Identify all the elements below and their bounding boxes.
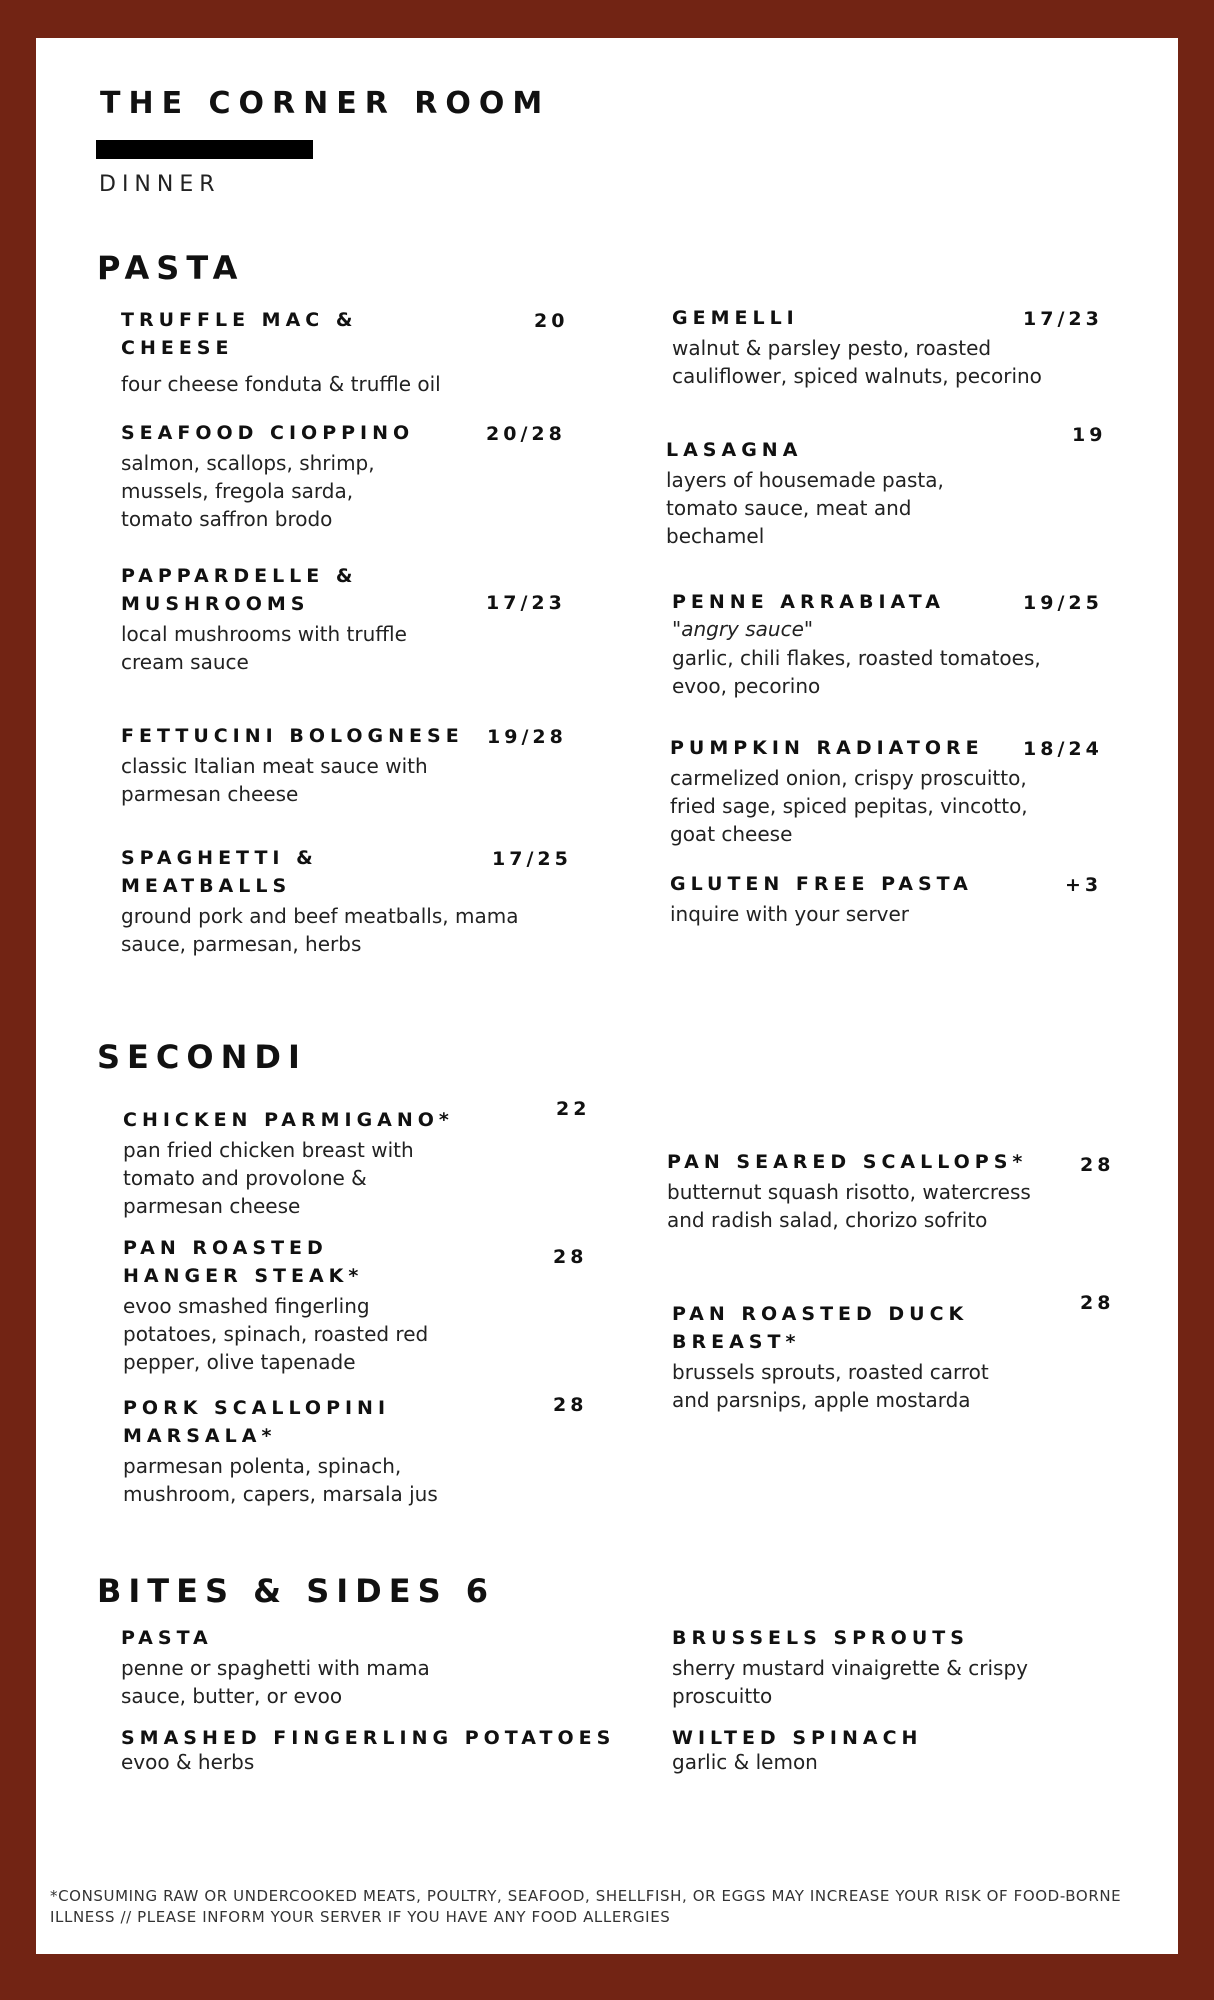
menu-type: DINNER	[99, 172, 221, 197]
item-price: 17/23	[486, 592, 566, 614]
item-description: butternut squash risotto, watercress and radish salad, chorizo sofrito	[667, 1180, 1031, 1232]
menu-item	[121, 1624, 481, 1710]
item-name: PENNE ARRABIATA	[672, 591, 945, 613]
item-price: 18/24	[1023, 738, 1103, 760]
item-description: pan fried chicken breast with tomato and provolone & parmesan cheese	[123, 1138, 414, 1218]
restaurant-name: THE CORNER ROOM	[100, 86, 551, 121]
item-description: four cheese fonduta & truffle oil	[121, 372, 441, 396]
item-price: 28	[553, 1394, 588, 1416]
title-rule	[96, 140, 313, 159]
item-name: BRUSSELS SPROUTS	[672, 1627, 969, 1649]
item-description: local mushrooms with truffle cream sauce	[121, 622, 407, 674]
item-name: SPAGHETTI & MEATBALLS	[121, 847, 318, 897]
section-heading-secondi: SECONDI	[97, 1038, 307, 1076]
item-description: garlic & lemon	[672, 1750, 818, 1774]
menu-item	[672, 1724, 1032, 1776]
menu-item	[672, 1300, 1002, 1414]
item-name: GLUTEN FREE PASTA	[670, 873, 973, 895]
item-name: PORK SCALLOPINI MARSALA*	[123, 1397, 391, 1447]
item-name: PAN ROASTED DUCK BREAST*	[672, 1303, 969, 1353]
menu-item	[121, 306, 571, 398]
menu-item	[123, 1394, 443, 1508]
item-name: SEAFOOD CIOPPINO	[121, 422, 415, 444]
menu-item	[123, 1106, 463, 1220]
allergy-disclaimer: *CONSUMING RAW OR UNDERCOOKED MEATS, POULTRY, SEAFOOD, SHELLFISH, OR EGGS MAY INCREASE YOUR RISK OF FOOD-BORNE ILLNESS // PLEASE INFORM YOUR SERVER IF YOU HAVE ANY FOOD ALLERGIES	[50, 1887, 1122, 1926]
menu-item	[121, 844, 521, 958]
menu-item	[121, 1724, 641, 1776]
menu-item	[670, 734, 1060, 848]
item-name: WILTED SPINACH	[672, 1727, 923, 1749]
item-price: 19/28	[487, 726, 567, 748]
item-name: PAPPARDELLE & MUSHROOMS	[121, 565, 358, 615]
item-price: 19/25	[1023, 592, 1103, 614]
item-price: 20	[534, 310, 569, 332]
item-price: 28	[1080, 1292, 1115, 1314]
item-price: 28	[1080, 1154, 1115, 1176]
item-description: penne or spaghetti with mama sauce, butter, or evoo	[121, 1656, 430, 1708]
section-heading-pasta: PASTA	[97, 249, 245, 287]
section-heading-bites-sides: BITES & SIDES 6	[97, 1572, 496, 1610]
menu-item	[672, 1624, 1032, 1710]
menu-item	[667, 1148, 1047, 1234]
item-name: SMASHED FINGERLING POTATOES	[121, 1727, 616, 1749]
item-description: evoo & herbs	[121, 1750, 255, 1774]
item-price: 17/23	[1023, 308, 1103, 330]
item-name: PAN ROASTED HANGER STEAK*	[123, 1237, 364, 1287]
menu-item	[121, 419, 421, 533]
item-price: 20/28	[486, 423, 566, 445]
item-name: FETTUCINI BOLOGNESE	[121, 725, 464, 747]
menu-item	[121, 722, 491, 808]
item-note: "angry sauce"	[672, 617, 814, 641]
item-name: GEMELLI	[672, 307, 799, 329]
item-name: CHICKEN PARMIGANO*	[123, 1109, 454, 1131]
item-description: walnut & parsley pesto, roasted cauliflower, spiced walnuts, pecorino	[672, 336, 1042, 388]
item-description: classic Italian meat sauce with parmesan cheese	[121, 754, 428, 806]
item-description: inquire with your server	[670, 902, 910, 926]
item-name: PUMPKIN RADIATORE	[670, 737, 984, 759]
item-name: PAN SEARED SCALLOPS*	[667, 1151, 1028, 1173]
item-price: +3	[1065, 874, 1103, 896]
item-description: salmon, scallops, shrimp, mussels, fregola sarda, tomato saffron brodo	[121, 451, 375, 531]
item-description: parmesan polenta, spinach, mushroom, capers, marsala jus	[123, 1454, 438, 1506]
item-price: 19	[1072, 424, 1107, 446]
item-name: LASAGNA	[666, 439, 803, 461]
item-name: TRUFFLE MAC & CHEESE	[121, 309, 358, 359]
menu-item	[670, 870, 1010, 928]
item-price: 17/25	[492, 848, 572, 870]
item-name: PASTA	[121, 1627, 213, 1649]
item-price: 22	[556, 1098, 591, 1120]
item-description: brussels sprouts, roasted carrot and parsnips, apple mostarda	[672, 1360, 989, 1412]
item-description: ground pork and beef meatballs, mama sauce, parmesan, herbs	[121, 904, 519, 956]
item-description: sherry mustard vinaigrette & crispy proscuitto	[672, 1656, 1028, 1708]
item-description: garlic, chili flakes, roasted tomatoes, evoo, pecorino	[672, 646, 1041, 698]
menu-item	[666, 436, 986, 550]
item-description: layers of housemade pasta, tomato sauce, meat and bechamel	[666, 468, 944, 548]
item-description: evoo smashed fingerling potatoes, spinach, roasted red pepper, olive tapenade	[123, 1294, 429, 1374]
menu-item	[123, 1234, 443, 1376]
item-price: 28	[553, 1246, 588, 1268]
menu-item	[121, 562, 461, 676]
menu-item	[672, 304, 1072, 390]
item-description: carmelized onion, crispy proscuitto, fried sage, spiced pepitas, vincotto, goat cheese	[670, 766, 1028, 846]
